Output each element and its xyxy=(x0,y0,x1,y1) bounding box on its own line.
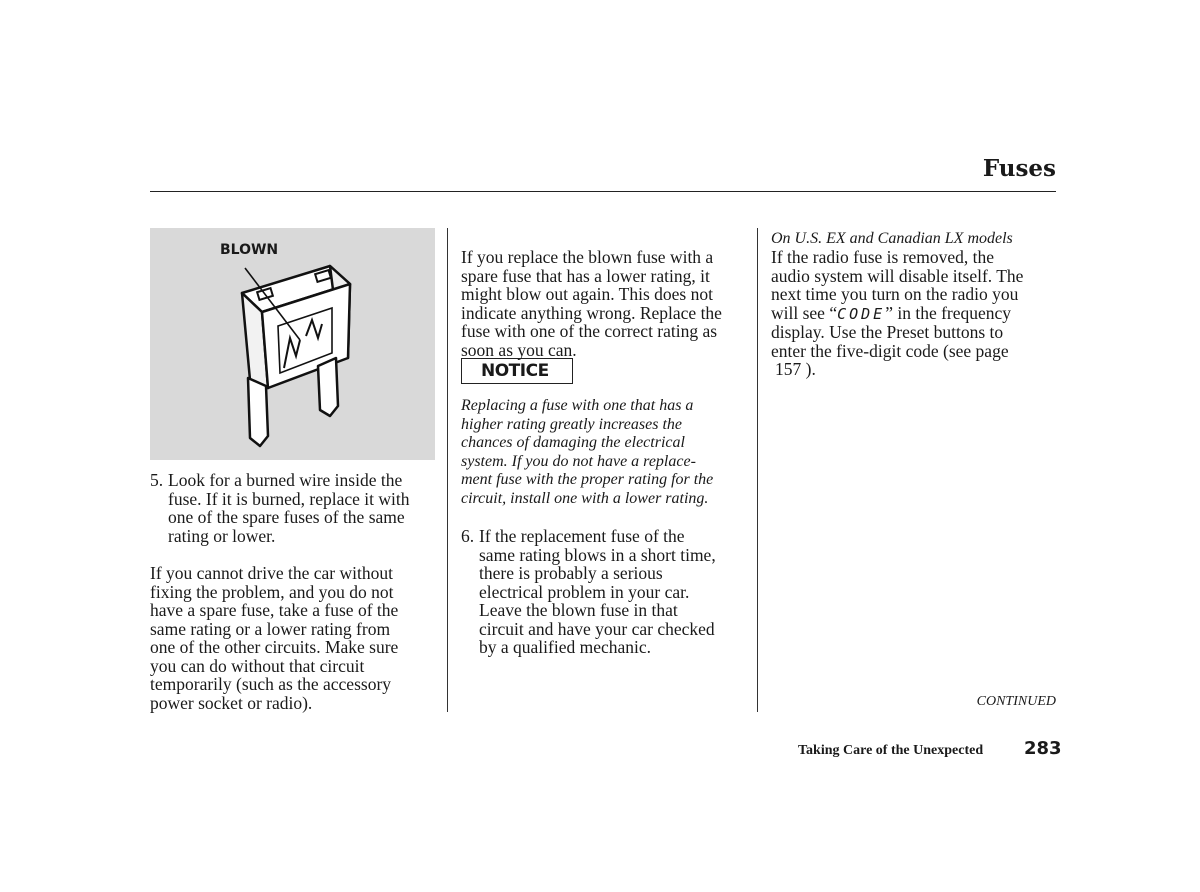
step-number: 6. xyxy=(461,526,475,546)
text-line: system. If you do not have a replace- xyxy=(461,452,696,470)
text-line: same rating blows in a short time, xyxy=(479,544,716,565)
column-divider-left xyxy=(447,228,448,712)
text-line: If you cannot drive the car without xyxy=(150,563,393,583)
text-line: Replacing a fuse with one that has a xyxy=(461,397,694,414)
text-line: might blow out again. This does not xyxy=(461,284,713,304)
text-line: fuse. If it is burned, replace it with xyxy=(168,488,410,509)
text-line: higher rating greatly increases the xyxy=(461,415,682,433)
text-line: have a spare fuse, take a fuse of the xyxy=(150,600,399,620)
step-5 xyxy=(150,471,440,545)
text-line: circuit, install one with a lower rating. xyxy=(461,489,709,507)
blown-fuse-illustration xyxy=(150,228,435,460)
text-line: display. Use the Preset buttons to xyxy=(771,322,1004,342)
code-display-text: CODE xyxy=(837,304,886,323)
text-line: electrical problem in your car. xyxy=(479,581,690,602)
text-line: rating or lower. xyxy=(168,525,276,546)
text-line: indicate anything wrong. Replace the xyxy=(461,302,722,323)
text-line: same rating or a lower rating from xyxy=(150,618,391,639)
footer-section-title: Taking Care of the Unexpected xyxy=(798,743,984,758)
page-title: Fuses xyxy=(982,155,1056,182)
text-line: audio system will disable itself. The xyxy=(771,265,1024,286)
text-line: chances of damaging the electrical xyxy=(461,434,685,451)
text-line: by a qualified mechanic. xyxy=(479,637,652,657)
header-divider xyxy=(150,191,1056,192)
text-line: If you replace the blown fuse with a xyxy=(461,247,714,267)
step-6 xyxy=(461,527,753,657)
text-line: fuse with one of the correct rating as xyxy=(461,321,718,341)
left-paragraph xyxy=(150,564,440,712)
column-divider-right xyxy=(757,228,758,712)
text-line: power socket or radio). xyxy=(150,692,313,713)
step-number: 5. xyxy=(150,470,164,490)
text-line: temporarily (such as the accessory xyxy=(150,674,392,694)
text-line: there is probably a serious xyxy=(479,563,663,583)
page-number: 283 xyxy=(1024,738,1062,759)
text-line: one of the other circuits. Make sure xyxy=(150,637,399,657)
fuse-icon xyxy=(150,228,435,460)
right-column xyxy=(771,230,1061,379)
text-line: Look for a burned wire inside the xyxy=(168,470,403,490)
blown-label: BLOWN xyxy=(220,242,279,258)
text-line: circuit and have your car checked xyxy=(479,618,715,639)
continued-label: CONTINUED xyxy=(976,694,1056,709)
text-line: next time you turn on the radio you xyxy=(771,284,1019,304)
middle-paragraph xyxy=(461,248,753,359)
text-line: you can do without that circuit xyxy=(150,655,365,676)
text-line: fixing the problem, and you do not xyxy=(150,581,394,602)
text-line: If the radio fuse is removed, the xyxy=(771,247,995,267)
text-line: If the replacement fuse of the xyxy=(479,526,685,546)
notice-text xyxy=(461,397,753,508)
text-line: 157 ). xyxy=(775,359,816,379)
text-line: will see “CODE” in the frequency xyxy=(771,302,1012,323)
text-line: ment fuse with the proper rating for the xyxy=(461,471,714,488)
notice-label: NOTICE xyxy=(461,358,573,384)
model-subheading: On U.S. EX and Canadian LX models xyxy=(771,230,1013,247)
text-line: Leave the blown fuse in that xyxy=(479,600,678,620)
text-line: one of the spare fuses of the same xyxy=(168,507,405,527)
text-line: spare fuse that has a lower rating, it xyxy=(461,265,710,286)
text-line: enter the five-digit code (see page xyxy=(771,340,1009,361)
text-line: soon as you can. xyxy=(461,339,577,360)
